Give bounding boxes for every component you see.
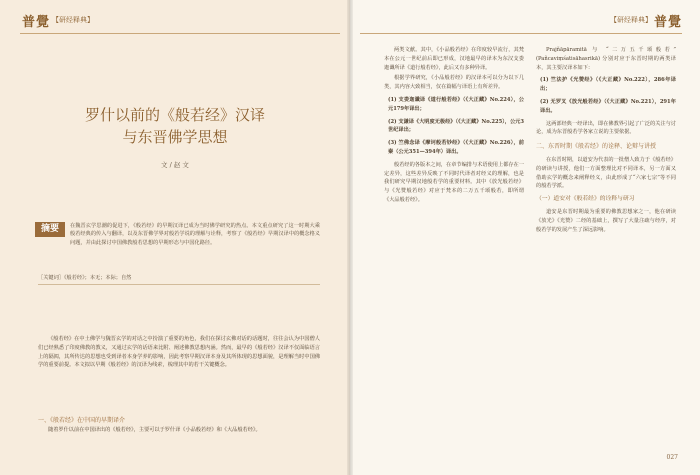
- paragraph: 根据学界研究，《小品般若经》的汉译本可以分为以下几类，其内容大致相当，仅在篇幅与译语上有所差异。: [384, 75, 524, 91]
- paragraph: 般若经的各版本之间，在章节编排与术语使用上都存在一定差异，这些差异反映了不同时代译者对经义的理解，也是我们研究早期汉地般若学的重要材料。其中《放光般若经》与《光赞般若经》对应于梵本的二万五千颂般若，即所谓《大品般若经》。: [384, 161, 524, 203]
- reference-item: (1) 支娄迦谶译《道行般若经》（《大正藏》No.224），公元179年译出；: [388, 96, 524, 112]
- right-page: [350, 0, 700, 475]
- page-number: 027: [666, 454, 678, 461]
- section1-text: 随着罗什以前在中国译出的《般若经》，主要可以于罗什译《小品般若经》和《大品般若经》。: [48, 427, 261, 433]
- column-tag: 【研经释典】: [52, 16, 95, 24]
- reference-item: (1) 竺法护《光赞经》（《大正藏》No.222），286年译出；: [540, 77, 676, 93]
- journal-logo: 普覺: [653, 14, 682, 30]
- article-title-line2: 与东晋佛学思想: [122, 128, 228, 146]
- intro-text: 《般若经》在中土佛学与魏晋玄学的对话之中扮演了重要的角色，我们在探讨玄佛对话的话题时，往往会认为中国僧人们已经熟悉了印度佛教的教义，又通过玄学的话语来比附、阐述佛教思想内涵。然而，最早的《般若经》汉译不仅面临语言上的隔阂，其所传达的思想也受到译者本身学养的影响，因此考察早期汉译本身及其所体现的思想面貌，是理解当时中国佛学的重要前提。本文拟以早期《般若经》的汉译为线索，梳理其中的若干关键概念。: [38, 336, 320, 369]
- paragraph: 两类文献。其中，《小品般若经》在印度较早流行，其梵本在公元一世纪前后即已形成，汉地最早的译本为东汉支娄迦谶所译《道行般若经》，此后又有多种异译。: [384, 47, 524, 71]
- reference-item: (3) 竺佛念译《摩诃般若钞经》（《大正藏》No.226），前秦（公元351—394年）译出。: [388, 140, 524, 155]
- header-rule: [360, 33, 682, 34]
- intro-paragraph: [38, 335, 320, 372]
- article-title-line1: 罗什以前的《般若经》汉译: [84, 106, 265, 124]
- section1-paragraph: [38, 426, 320, 437]
- section-heading-1: 一、《般若经》在中国的早期译介: [38, 417, 126, 424]
- column-tag: 【研经释典】: [609, 16, 652, 24]
- left-header: [22, 10, 94, 30]
- subsection-heading: （一）道安对《般若经》的诠释与研习: [536, 196, 635, 203]
- paragraph: 这两部经典一经译出，即在佛教界引起了广泛的关注与讨论，成为东晋般若学各家立说的主要依据。: [536, 120, 676, 136]
- text-column-2: [536, 46, 676, 236]
- text-column-1: [384, 46, 524, 207]
- reference-item: (2) 支谦译《大明度无极经》（《大正藏》No.225），公元3世纪译出；: [388, 118, 524, 134]
- article-author: 文 / 赵 文: [161, 161, 189, 169]
- book-gutter: [347, 0, 353, 475]
- reference-item: (2) 无罗叉《放光般若经》（《大正藏》No.221），291年译出。: [540, 98, 676, 114]
- keywords: ［关键词］《般若经》；本无；本际；自然: [38, 275, 132, 281]
- abstract-text: 在魏晋玄学思潮的促进下，《般若经》的早期汉译已成为当时佛学研究的热点。本文重点研究了这一时期大乘般若经典的传入与翻译，以及东晋佛学界对般若学说的理解与诠释，考察了《般若经》早期汉译中的概念格义问题，并由此探讨中国佛教般若思想的早期形态与中国化路径。: [70, 223, 320, 246]
- paragraph: 道安是东晋时期最为重要的佛教思想家之一，他在研读《放光》《光赞》二经的基础上，撰写了大量注疏与经序，对般若学的发展产生了深远影响。: [536, 208, 676, 233]
- paragraph: 在东晋时期，以道安为代表的一批僧人致力于《般若经》的研读与讲授，他们一方面整理比对不同译本，另一方面又借助玄学的概念来阐释经义，由此形成了“六家七宗”等不同的般若学派。: [536, 156, 676, 190]
- abstract-label: 摘要: [35, 222, 65, 237]
- right-header: [610, 10, 682, 30]
- paragraph: Prajñāpāramitā 与 “二万五千颂般若” (Pañcaviṃśatisāhasrikā) 分别对应于东晋时期的两类译本，其主要汉译本如下：: [536, 47, 676, 71]
- journal-logo: 普覺: [22, 14, 51, 30]
- header-rule: [20, 33, 340, 34]
- section-heading-2: 二、东晋时期《般若经》的诠释、论辩与讲授: [536, 143, 657, 151]
- abstract-divider: [38, 284, 320, 285]
